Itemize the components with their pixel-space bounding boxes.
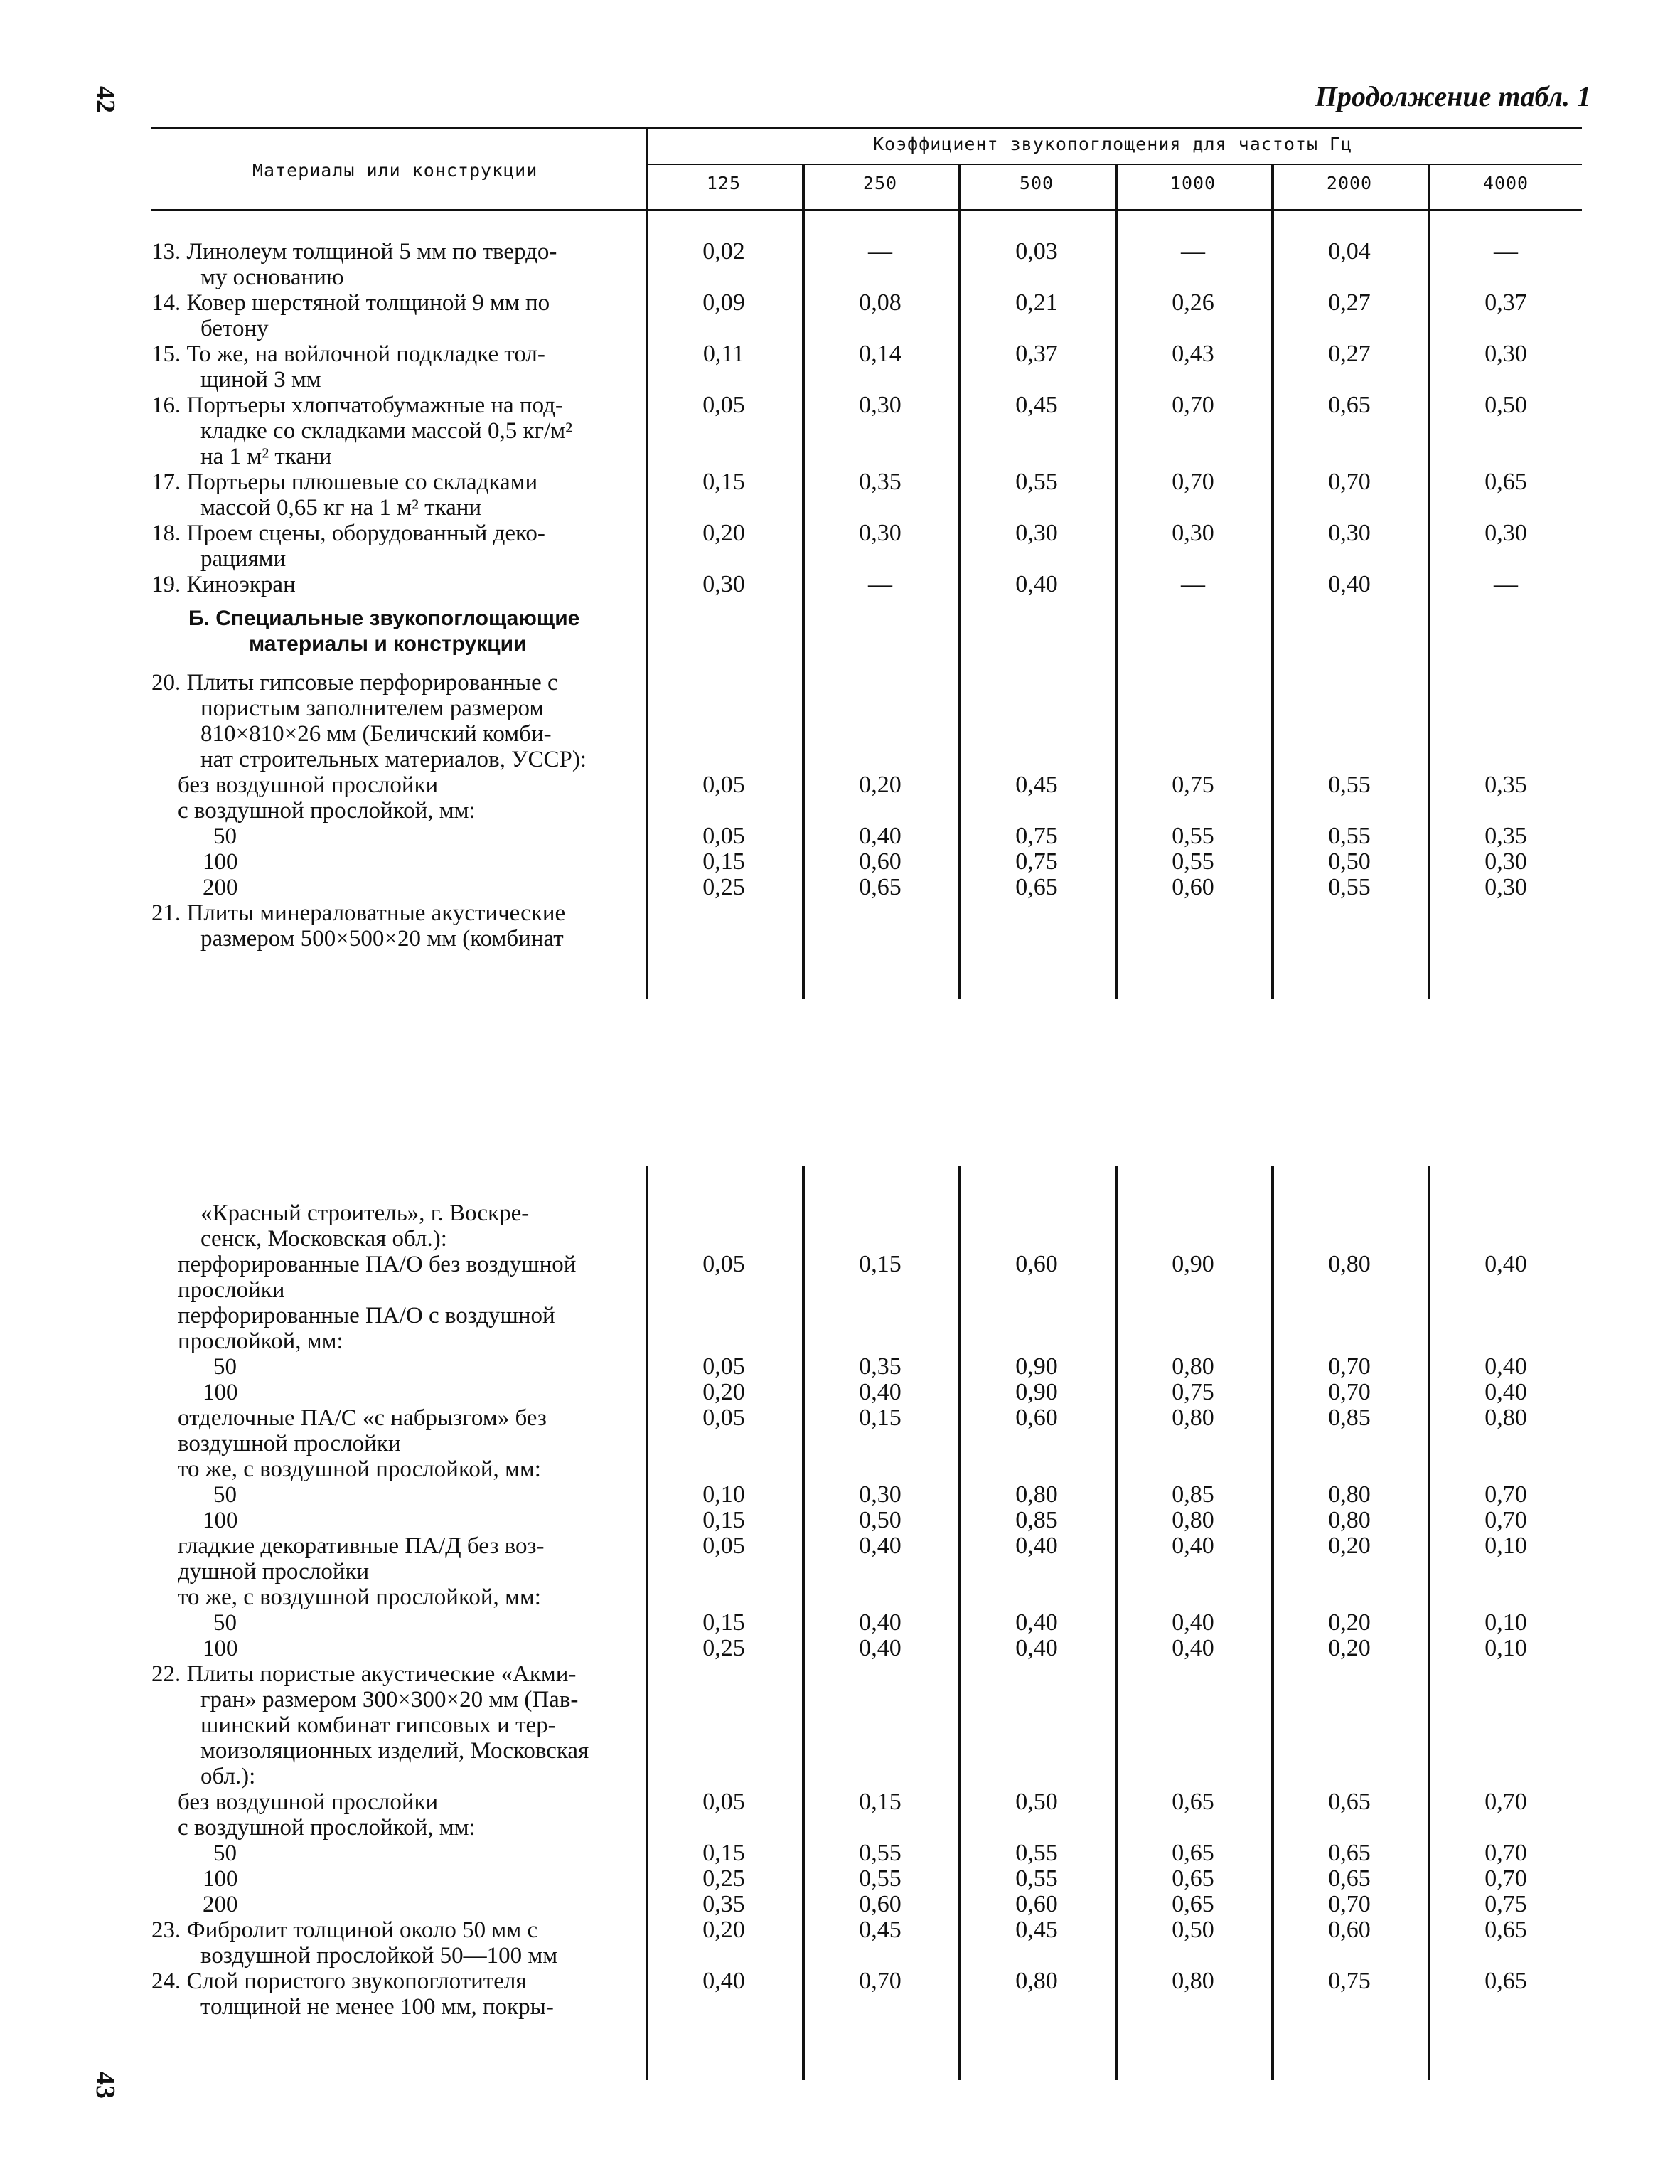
coefficient-cell: 0,65 <box>1172 1789 1214 1815</box>
materials-column-header: Материалы или конструкции <box>252 160 538 181</box>
row-label: 50 <box>213 824 237 849</box>
row-label: 50 <box>213 1610 237 1636</box>
coefficient-cell: 0,40 <box>702 1968 745 1994</box>
coefficient-cell: 0,80 <box>1172 1968 1214 1994</box>
coefficient-cell: 0,75 <box>1172 772 1214 798</box>
row-label: перфорированные ПА/О без воздушной <box>178 1252 577 1277</box>
row-label: 13. Линолеум толщиной 5 мм по твердо- <box>151 239 557 265</box>
row-label: бетону <box>200 316 269 341</box>
coefficient-cell: 0,80 <box>1328 1481 1371 1508</box>
coefficient-cell: 0,10 <box>1484 1635 1527 1661</box>
column-divider <box>1271 1166 1274 2080</box>
row-label: отделочные ПА/С «с набрызгом» без <box>178 1405 547 1431</box>
coefficient-cell: 0,15 <box>702 469 745 495</box>
coefficient-cell: 0,30 <box>859 1481 901 1508</box>
coefficient-cell: 0,60 <box>1015 1251 1058 1277</box>
coefficient-cell: 0,40 <box>1172 1533 1214 1559</box>
coefficient-cell: 0,40 <box>859 1533 901 1559</box>
coefficient-cell: 0,80 <box>1015 1481 1058 1508</box>
row-label: размером 500×500×20 мм (комбинат <box>200 926 564 952</box>
row-label: 100 <box>203 1380 238 1405</box>
coefficient-cell: 0,65 <box>1328 392 1371 418</box>
coefficient-cell: 0,10 <box>702 1481 745 1508</box>
column-divider <box>1271 165 1274 999</box>
row-label: 15. То же, на войлочной подкладке тол- <box>151 341 545 367</box>
row-label: массой 0,65 кг на 1 м² ткани <box>200 495 482 521</box>
row-label: 100 <box>203 1866 238 1892</box>
page-number-bottom: 43 <box>90 2072 120 2099</box>
coefficient-cell: 0,55 <box>1328 823 1371 849</box>
row-label: 16. Портьеры хлопчатобумажные на под- <box>151 393 563 418</box>
coefficient-cell: 0,50 <box>1015 1789 1058 1815</box>
coefficient-cell: 0,85 <box>1172 1481 1214 1508</box>
coefficient-cell: 0,20 <box>859 772 901 798</box>
coefficient-cell: 0,80 <box>1172 1353 1214 1380</box>
coefficient-cell: 0,55 <box>859 1865 901 1892</box>
coefficient-cell: 0,35 <box>1484 823 1527 849</box>
coefficient-cell: 0,15 <box>859 1789 901 1815</box>
section-heading: материалы и конструкции <box>249 632 527 656</box>
column-divider <box>1428 165 1430 999</box>
coefficient-cell: 0,40 <box>1484 1379 1527 1405</box>
coefficient-cell: 0,60 <box>1328 1917 1371 1943</box>
coefficient-cell: 0,75 <box>1015 848 1058 875</box>
coefficient-cell: 0,30 <box>859 392 901 418</box>
coefficient-cell: 0,45 <box>859 1917 901 1943</box>
coefficient-cell: 0,70 <box>1484 1481 1527 1508</box>
frequency-label: 2000 <box>1326 173 1373 193</box>
row-label: с воздушной прослойкой, мм: <box>178 798 476 824</box>
coefficient-cell: 0,15 <box>702 1840 745 1866</box>
coefficient-cell: 0,65 <box>1484 1917 1527 1943</box>
row-label: «Красный строитель», г. Воскре- <box>200 1200 530 1226</box>
row-label: без воздушной прослойки <box>178 772 439 798</box>
coefficient-cell: 0,55 <box>1328 874 1371 900</box>
coefficient-cell: 0,15 <box>702 848 745 875</box>
coefficient-cell: 0,60 <box>859 848 901 875</box>
coefficient-cell: 0,05 <box>702 1533 745 1559</box>
column-divider <box>958 1166 961 2080</box>
row-label: кладке со складками массой 0,5 кг/м² <box>200 418 573 444</box>
coefficient-cell: 0,25 <box>702 1635 745 1661</box>
coefficient-cell: 0,40 <box>1015 571 1058 597</box>
page-number-top: 42 <box>90 86 120 113</box>
header-mid-rule <box>646 164 1582 165</box>
coefficient-cell: 0,45 <box>1015 772 1058 798</box>
coefficient-cell: 0,70 <box>1172 469 1214 495</box>
row-label: без воздушной прослойки <box>178 1789 439 1815</box>
row-label: то же, с воздушной прослойкой, мм: <box>178 1584 541 1610</box>
coefficient-cell: 0,60 <box>1172 874 1214 900</box>
coefficient-cell: 0,43 <box>1172 341 1214 367</box>
coefficient-cell: 0,05 <box>702 823 745 849</box>
coefficient-cell: 0,55 <box>1328 772 1371 798</box>
coefficient-cell: 0,35 <box>859 1353 901 1380</box>
frequency-label: 125 <box>706 173 742 193</box>
coefficient-cell: 0,20 <box>1328 1533 1371 1559</box>
coefficient-cell: 0,65 <box>1328 1840 1371 1866</box>
coefficient-cell: 0,35 <box>859 469 901 495</box>
coefficient-cell: 0,27 <box>1328 289 1371 316</box>
coefficient-cell: 0,70 <box>1484 1865 1527 1892</box>
coefficient-cell: 0,20 <box>1328 1635 1371 1661</box>
row-label: шинский комбинат гипсовых и тер- <box>200 1712 556 1738</box>
coefficient-cell: 0,40 <box>1015 1533 1058 1559</box>
row-label: на 1 м² ткани <box>200 444 332 469</box>
coefficient-cell: 0,40 <box>859 1379 901 1405</box>
coefficient-header: Коэффициент звукопоглощения для частоты Гц <box>873 134 1353 154</box>
coefficient-cell: 0,65 <box>1015 874 1058 900</box>
row-label: нат строительных материалов, УССР): <box>200 747 587 772</box>
row-label: 19. Киноэкран <box>151 572 296 597</box>
coefficient-cell: — <box>1494 238 1518 265</box>
coefficient-cell: 0,80 <box>1484 1405 1527 1431</box>
row-label: душной прослойки <box>178 1559 370 1584</box>
coefficient-cell: 0,55 <box>1015 1865 1058 1892</box>
row-label: перфорированные ПА/О с воздушной <box>178 1303 555 1328</box>
coefficient-cell: 0,30 <box>1015 520 1058 546</box>
frequency-label: 250 <box>862 173 898 193</box>
coefficient-cell: 0,05 <box>702 392 745 418</box>
row-label: воздушной прослойкой 50—100 мм <box>200 1943 558 1969</box>
coefficient-cell: 0,20 <box>702 1917 745 1943</box>
coefficient-cell: 0,40 <box>859 1635 901 1661</box>
coefficient-cell: 0,70 <box>1484 1507 1527 1533</box>
coefficient-cell: 0,26 <box>1172 289 1214 316</box>
coefficient-cell: 0,65 <box>1328 1865 1371 1892</box>
coefficient-cell: 0,05 <box>702 772 745 798</box>
coefficient-cell: 0,65 <box>1328 1789 1371 1815</box>
coefficient-cell: 0,21 <box>1015 289 1058 316</box>
row-label: с воздушной прослойкой, мм: <box>178 1815 476 1841</box>
coefficient-cell: — <box>1181 571 1205 597</box>
coefficient-cell: 0,09 <box>702 289 745 316</box>
coefficient-cell: 0,04 <box>1328 238 1371 265</box>
column-divider <box>1115 1166 1118 2080</box>
coefficient-cell: 0,20 <box>702 1379 745 1405</box>
column-divider <box>802 1166 805 2080</box>
coefficient-cell: 0,40 <box>1172 1609 1214 1636</box>
coefficient-cell: 0,80 <box>1328 1251 1371 1277</box>
coefficient-cell: 0,70 <box>1172 392 1214 418</box>
coefficient-cell: 0,15 <box>702 1609 745 1636</box>
coefficient-cell: 0,30 <box>702 571 745 597</box>
coefficient-cell: 0,90 <box>1172 1251 1214 1277</box>
coefficient-cell: 0,03 <box>1015 238 1058 265</box>
row-label: 50 <box>213 1354 237 1380</box>
coefficient-cell: 0,20 <box>702 520 745 546</box>
coefficient-cell: 0,75 <box>1484 1891 1527 1917</box>
coefficient-cell: 0,40 <box>859 1609 901 1636</box>
coefficient-cell: 0,80 <box>1172 1405 1214 1431</box>
header-bottom-rule <box>151 209 1582 211</box>
coefficient-cell: 0,11 <box>702 341 745 367</box>
coefficient-cell: 0,55 <box>859 1840 901 1866</box>
column-divider <box>1115 165 1118 999</box>
section-heading: Б. Специальные звукопоглощающие <box>188 607 580 630</box>
coefficient-cell: 0,35 <box>702 1891 745 1917</box>
coefficient-cell: 0,10 <box>1484 1609 1527 1636</box>
row-label: 23. Фибролит толщиной около 50 мм с <box>151 1917 538 1943</box>
coefficient-cell: 0,80 <box>1172 1507 1214 1533</box>
coefficient-cell: 0,37 <box>1484 289 1527 316</box>
coefficient-cell: 0,05 <box>702 1405 745 1431</box>
coefficient-cell: 0,20 <box>1328 1609 1371 1636</box>
coefficient-cell: 0,45 <box>1015 392 1058 418</box>
coefficient-cell: 0,60 <box>1015 1405 1058 1431</box>
coefficient-cell: 0,75 <box>1172 1379 1214 1405</box>
coefficient-cell: 0,65 <box>1172 1865 1214 1892</box>
row-label: гладкие декоративные ПА/Д без воз- <box>178 1533 545 1559</box>
row-label: сенск, Московская обл.): <box>200 1226 447 1252</box>
coefficient-cell: 0,15 <box>702 1507 745 1533</box>
coefficient-cell: 0,70 <box>1328 469 1371 495</box>
coefficient-cell: 0,40 <box>1484 1353 1527 1380</box>
row-label: му основанию <box>200 265 344 290</box>
coefficient-cell: 0,30 <box>1484 520 1527 546</box>
row-label: 810×810×26 мм (Беличский комби- <box>200 721 552 747</box>
coefficient-cell: 0,30 <box>1484 341 1527 367</box>
coefficient-cell: 0,60 <box>1015 1891 1058 1917</box>
coefficient-cell: 0,50 <box>859 1507 901 1533</box>
coefficient-cell: 0,15 <box>859 1405 901 1431</box>
frequency-label: 4000 <box>1482 173 1529 193</box>
coefficient-cell: 0,27 <box>1328 341 1371 367</box>
header-top-rule <box>151 127 1582 129</box>
row-label: 100 <box>203 1636 238 1661</box>
row-label: рациями <box>200 546 287 572</box>
coefficient-cell: 0,65 <box>1484 1968 1527 1994</box>
coefficient-cell: 0,30 <box>1484 848 1527 875</box>
row-label: 24. Слой пористого звукопоглотителя <box>151 1969 527 1994</box>
row-label: обл.): <box>200 1764 256 1789</box>
coefficient-cell: 0,65 <box>1484 469 1527 495</box>
row-label: 200 <box>203 875 238 900</box>
coefficient-cell: 0,05 <box>702 1789 745 1815</box>
coefficient-cell: 0,70 <box>1328 1379 1371 1405</box>
coefficient-cell: 0,65 <box>1172 1840 1214 1866</box>
coefficient-cell: 0,05 <box>702 1353 745 1380</box>
coefficient-cell: 0,30 <box>1328 520 1371 546</box>
coefficient-cell: 0,45 <box>1015 1917 1058 1943</box>
coefficient-cell: 0,40 <box>1328 571 1371 597</box>
coefficient-cell: — <box>868 571 892 597</box>
coefficient-cell: 0,40 <box>1015 1609 1058 1636</box>
row-label: моизоляционных изделий, Московская <box>200 1738 589 1764</box>
coefficient-cell: 0,85 <box>1328 1405 1371 1431</box>
coefficient-cell: 0,70 <box>859 1968 901 1994</box>
coefficient-cell: 0,40 <box>1172 1635 1214 1661</box>
coefficient-cell: 0,70 <box>1484 1840 1527 1866</box>
row-label: 50 <box>213 1482 237 1508</box>
coefficient-cell: — <box>868 238 892 265</box>
row-label: толщиной не менее 100 мм, покры- <box>200 1994 554 2020</box>
coefficient-cell: 0,80 <box>1328 1507 1371 1533</box>
column-divider <box>1428 1166 1430 2080</box>
coefficient-cell: 0,02 <box>702 238 745 265</box>
row-label: воздушной прослойки <box>178 1431 401 1456</box>
row-label: 14. Ковер шерстяной толщиной 9 мм по <box>151 290 550 316</box>
row-label: 200 <box>203 1892 238 1917</box>
row-label: 100 <box>203 849 238 875</box>
coefficient-cell: — <box>1181 238 1205 265</box>
row-label: 21. Плиты минераловатные акустические <box>151 900 566 926</box>
row-label: 50 <box>213 1841 237 1866</box>
coefficient-cell: 0,55 <box>1172 848 1214 875</box>
coefficient-cell: 0,50 <box>1172 1917 1214 1943</box>
coefficient-cell: 0,65 <box>859 874 901 900</box>
coefficient-cell: 0,30 <box>1484 874 1527 900</box>
coefficient-cell: 0,75 <box>1328 1968 1371 1994</box>
coefficient-cell: 0,40 <box>859 823 901 849</box>
coefficient-cell: 0,55 <box>1015 469 1058 495</box>
coefficient-cell: 0,55 <box>1015 1840 1058 1866</box>
coefficient-cell: 0,85 <box>1015 1507 1058 1533</box>
coefficient-cell: 0,90 <box>1015 1353 1058 1380</box>
row-label: щиной 3 мм <box>200 367 321 393</box>
coefficient-cell: 0,30 <box>1172 520 1214 546</box>
row-label: 20. Плиты гипсовые перфорированные с <box>151 670 558 696</box>
coefficient-cell: 0,50 <box>1328 848 1371 875</box>
coefficient-cell: 0,70 <box>1328 1353 1371 1380</box>
coefficient-cell: 0,50 <box>1484 392 1527 418</box>
coefficient-cell: 0,37 <box>1015 341 1058 367</box>
coefficient-cell: 0,40 <box>1484 1251 1527 1277</box>
row-label: прослойки <box>178 1277 285 1303</box>
coefficient-cell: 0,65 <box>1172 1891 1214 1917</box>
column-divider <box>646 1166 648 2080</box>
coefficient-cell: 0,35 <box>1484 772 1527 798</box>
coefficient-cell: 0,15 <box>859 1251 901 1277</box>
row-label: прослойкой, мм: <box>178 1328 343 1354</box>
coefficient-cell: 0,90 <box>1015 1379 1058 1405</box>
coefficient-cell: 0,08 <box>859 289 901 316</box>
column-divider <box>958 165 961 999</box>
frequency-label: 1000 <box>1170 173 1216 193</box>
row-label: пористым заполнителем размером <box>200 696 545 721</box>
coefficient-cell: 0,05 <box>702 1251 745 1277</box>
coefficient-cell: 0,70 <box>1484 1789 1527 1815</box>
coefficient-cell: 0,75 <box>1015 823 1058 849</box>
column-divider <box>646 128 648 999</box>
coefficient-cell: 0,55 <box>1172 823 1214 849</box>
coefficient-cell: 0,70 <box>1328 1891 1371 1917</box>
coefficient-cell: — <box>1494 571 1518 597</box>
frequency-label: 500 <box>1019 173 1054 193</box>
row-label: 22. Плиты пористые акустические «Акми- <box>151 1661 577 1687</box>
coefficient-cell: 0,40 <box>1015 1635 1058 1661</box>
row-label: 100 <box>203 1508 238 1533</box>
coefficient-cell: 0,14 <box>859 341 901 367</box>
row-label: 17. Портьеры плюшевые со складками <box>151 469 538 495</box>
coefficient-cell: 0,60 <box>859 1891 901 1917</box>
coefficient-cell: 0,25 <box>702 1865 745 1892</box>
coefficient-cell: 0,80 <box>1015 1968 1058 1994</box>
coefficient-cell: 0,25 <box>702 874 745 900</box>
row-label: гран» размером 300×300×20 мм (Пав- <box>200 1687 579 1712</box>
column-divider <box>802 165 805 999</box>
coefficient-cell: 0,30 <box>859 520 901 546</box>
row-label: 18. Проем сцены, оборудованный деко- <box>151 521 545 546</box>
continuation-title: Продолжение табл. 1 <box>1315 80 1591 112</box>
coefficient-cell: 0,10 <box>1484 1533 1527 1559</box>
row-label: то же, с воздушной прослойкой, мм: <box>178 1456 541 1482</box>
